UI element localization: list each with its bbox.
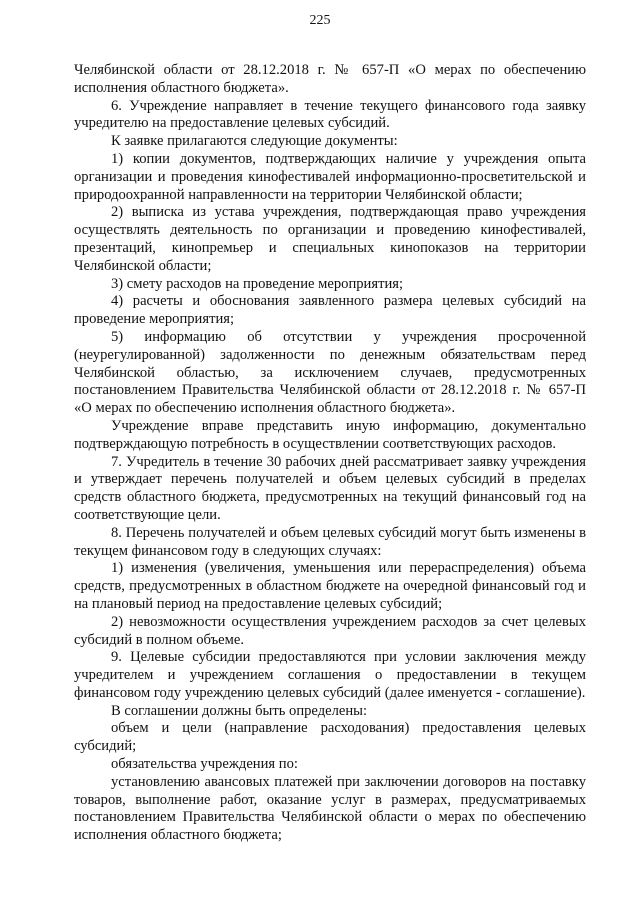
paragraph: Учреждение вправе представить иную информацию, документально подтверждающую потребность в осуществлении соответствующих расходов.	[74, 417, 586, 452]
paragraph: К заявке прилагаются следующие документы:	[111, 133, 398, 150]
paragraph: 9. Целевые субсидии предоставляются при условии заключения между учредителем и учреждением соглашения о предоставлении в текущем финансовом году учреждению целевых субсидий (далее именуется - соглашение).	[74, 649, 586, 701]
paragraph: 5) информацию об отсутствии у учреждения просроченной (неурегулированной) задолженности по денежным обязательствам перед Челябинской областью, за исключением случаев, предусмотренных постановлением Правительства Челябинской области от 28.12.2018 г. № 657-П «О мерах по обеспечению исполнения областного бюджета».	[74, 328, 586, 417]
paragraph: 1) изменения (увеличения, уменьшения или перераспределения) объема средств, предусмотренных в областном бюджете на очередной финансовый год и на плановый период на предоставление целевых субсидий;	[74, 560, 586, 612]
paragraph: обязательства учреждения по:	[111, 756, 298, 773]
document-body	[74, 62, 586, 845]
paragraph: 3) смету расходов на проведение мероприятия;	[111, 275, 404, 292]
paragraph: 2) невозможности осуществления учреждением расходов за счет целевых субсидий в полном объеме.	[74, 613, 586, 648]
paragraph: 1) копии документов, подтверждающих наличие у учреждения опыта организации и проведения кинофестивалей информационно-просветительской и природоохранной направленности на территории Челябинской области;	[74, 150, 586, 203]
paragraph: 6. Учреждение направляет в течение текущего финансового года заявку учредителю на предоставление целевых субсидий.	[74, 97, 586, 132]
paragraph: 8. Перечень получателей и объем целевых субсидий могут быть изменены в текущем финансовом году в следующих случаях:	[74, 524, 586, 559]
page-number: 225	[309, 13, 331, 28]
paragraph: установлению авансовых платежей при заключении договоров на поставку товаров, выполнение работ, оказание услуг в размерах, предусматриваемых постановлением Правительства Челябинской области о мерах по обеспечению исполнения областного бюджета;	[74, 773, 586, 844]
paragraph: объем и цели (направление расходования) предоставления целевых субсидий;	[74, 720, 586, 755]
paragraph: Челябинской области от 28.12.2018 г. № 657-П «О мерах по обеспечению исполнения областного бюджета».	[74, 62, 586, 96]
paragraph: В соглашении должны быть определены:	[111, 702, 368, 719]
paragraph: 2) выписка из устава учреждения, подтверждающая право учреждения осуществлять деятельность по организации и проведению кинофестивалей, презентаций, кинопремьер и специальных кинопоказов на территории Челябинской области;	[74, 204, 586, 274]
paragraph: 7. Учредитель в течение 30 рабочих дней рассматривает заявку учреждения и утверждает перечень получателей и объем целевых субсидий в пределах средств областного бюджета, предусмотренных на текущий финансовый год на соответствующие цели.	[74, 453, 586, 523]
paragraph: 4) расчеты и обоснования заявленного размера целевых субсидий на проведение мероприятия;	[74, 293, 586, 328]
